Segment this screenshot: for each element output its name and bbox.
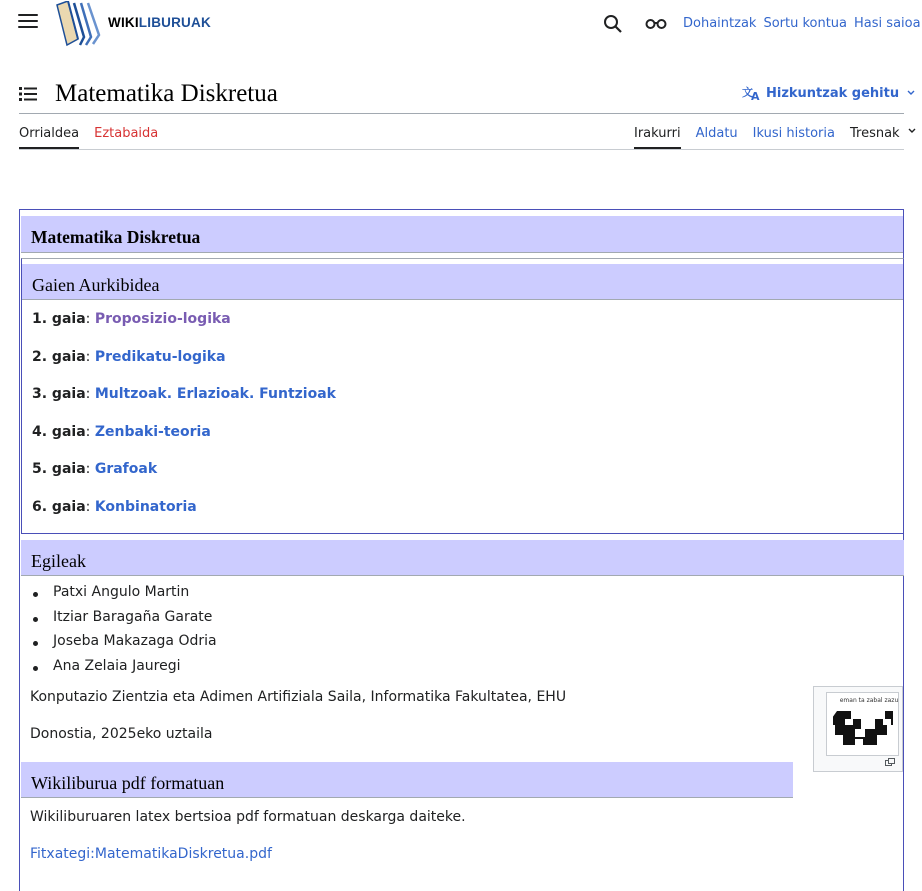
wikibooks-logo-icon[interactable] [54, 1, 104, 47]
page-title: Matematika Diskretua [55, 80, 278, 107]
topic-link[interactable]: Predikatu-logika [94, 348, 226, 365]
namespace-tabs [19, 126, 158, 149]
topics-heading: Gaien Aurkibidea [22, 264, 903, 300]
create-account-link[interactable]: Sortu kontua [763, 16, 848, 31]
tab-page[interactable]: Orrialdea [19, 126, 79, 149]
add-languages-label: Hizkuntzak gehitu [766, 85, 900, 101]
tabs-divider [19, 149, 904, 150]
topic-link[interactable]: Zenbaki-teoria [94, 423, 211, 440]
topic-item: 3. gaia: Multzoak. Erlazioak. Funtzioak [32, 386, 336, 403]
translate-icon [742, 85, 761, 101]
pdf-file-link[interactable]: Fitxategi:MatematikaDiskretua.pdf [30, 846, 272, 862]
svg-text:A: A [751, 90, 760, 101]
topic-item: 5. gaia: Grafoak [32, 461, 158, 478]
list-item: Patxi Angulo Martin [31, 584, 217, 609]
site-wordmark[interactable]: WIKILIBURUAK [108, 15, 211, 30]
chevron-down-icon [904, 88, 918, 98]
personal-tools [683, 16, 921, 31]
main-content-box [19, 209, 904, 891]
svg-text:文: 文 [742, 86, 753, 99]
topics-box [21, 258, 904, 534]
chevron-down-icon [907, 126, 917, 136]
enlarge-icon[interactable] [885, 758, 895, 766]
topic-link[interactable]: Grafoak [94, 461, 158, 478]
tab-read[interactable]: Irakurri [634, 126, 681, 149]
ehu-logo-thumbnail[interactable] [813, 686, 903, 772]
authors-heading: Egileak [21, 540, 904, 576]
tab-history[interactable]: Ikusi historia [752, 126, 835, 141]
tab-edit[interactable]: Aldatu [695, 126, 738, 141]
list-icon[interactable] [19, 86, 37, 102]
login-link[interactable]: Hasi saioa [854, 16, 921, 31]
view-tabs [634, 126, 917, 149]
ehu-logo-image[interactable] [826, 692, 899, 756]
pdf-description: Wikiliburuaren latex bertsioa pdf formatuan deskarga daiteke. [30, 809, 466, 825]
place-date-text: Donostia, 2025eko uztaila [30, 726, 213, 742]
glasses-icon[interactable] [645, 17, 667, 31]
topic-link[interactable]: Multzoak. Erlazioak. Funtzioak [94, 386, 336, 403]
list-item: Ana Zelaia Jauregi [31, 658, 217, 683]
hamburger-menu-icon[interactable] [18, 14, 38, 32]
pdf-heading: Wikiliburua pdf formatuan [21, 762, 793, 798]
list-item: Itziar Baragaña Garate [31, 609, 217, 634]
list-item: Joseba Makazaga Odria [31, 633, 217, 658]
department-text: Konputazio Zientzia eta Adimen Artifiziala Saila, Informatika Fakultatea, EHU [30, 689, 567, 705]
search-icon[interactable] [603, 14, 623, 34]
topic-item: 4. gaia: Zenbaki-teoria [32, 423, 211, 440]
authors-list [31, 584, 217, 682]
add-languages-button[interactable] [742, 85, 918, 101]
topics-list [32, 311, 336, 537]
topic-item: 6. gaia: Konbinatoria [32, 498, 197, 515]
topic-item: 2. gaia: Predikatu-logika [32, 348, 226, 365]
tools-label: Tresnak [849, 126, 900, 141]
main-heading: Matematika Diskretua [31, 227, 201, 247]
tab-tools[interactable] [850, 126, 917, 149]
title-divider [19, 113, 904, 114]
topic-item: 1. gaia: Proposizio-logika [32, 311, 231, 327]
site-header [0, 0, 922, 48]
topic-link[interactable]: Proposizio-logika [94, 311, 231, 327]
donate-link[interactable]: Dohaintzak [683, 16, 757, 31]
logo-caption: eman ta zabal zazu [839, 697, 899, 704]
main-heading-bar [21, 216, 903, 253]
ehu-logo-icon [833, 707, 893, 753]
topic-link[interactable]: Konbinatoria [94, 498, 197, 515]
tab-discussion[interactable]: Eztabaida [94, 126, 159, 141]
